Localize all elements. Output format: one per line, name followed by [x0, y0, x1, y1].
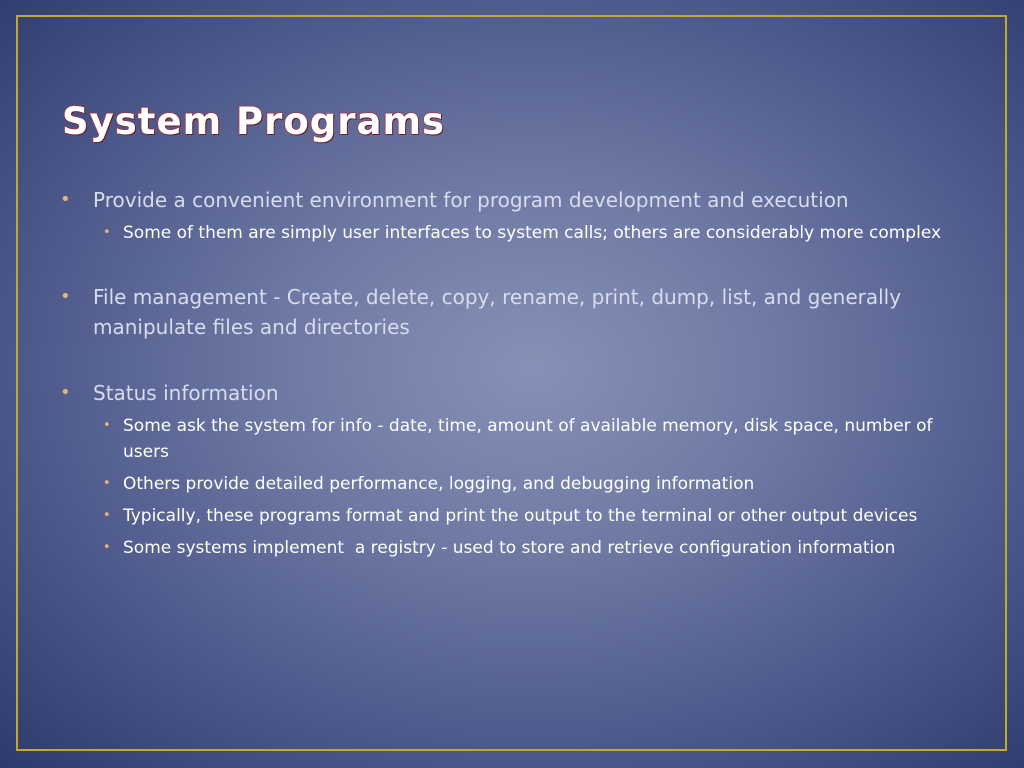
- bullet-dot-icon: •: [103, 476, 111, 491]
- sub-bullet-item: [60, 220, 960, 246]
- bullet-dot-icon: •: [60, 189, 71, 210]
- sub-bullet-text: Some ask the system for info - date, time, amount of available memory, disk space, number of users: [123, 416, 933, 462]
- sub-bullet-text: Some systems implement a registry - used to store and retrieve configuration information: [123, 538, 896, 558]
- bullet-item: [60, 185, 960, 215]
- bullet-text: File management - Create, delete, copy, rename, print, dump, list, and generally manipulate files and directories: [93, 285, 902, 339]
- bullet-item: [60, 282, 960, 342]
- sub-bullet-item: [60, 413, 960, 465]
- sub-bullet-item: [60, 471, 960, 497]
- bullet-dot-icon: •: [103, 418, 111, 433]
- sub-bullet-item: [60, 535, 960, 561]
- bullet-item: [60, 378, 960, 408]
- bullet-dot-icon: •: [103, 508, 111, 523]
- sub-bullet-text: Typically, these programs format and print the output to the terminal or other output devices: [123, 506, 918, 526]
- sub-bullet-item: [60, 503, 960, 529]
- bullet-dot-icon: •: [60, 286, 71, 307]
- bullet-dot-icon: •: [60, 382, 71, 403]
- bullet-dot-icon: •: [103, 225, 111, 240]
- bullet-text: Status information: [93, 381, 279, 405]
- sub-bullet-text: Some of them are simply user interfaces to system calls; others are considerably more complex: [123, 223, 942, 243]
- bullet-dot-icon: •: [103, 540, 111, 555]
- slide-title: System Programs: [62, 100, 446, 143]
- sub-bullet-text: Others provide detailed performance, logging, and debugging information: [123, 474, 755, 494]
- bullet-text: Provide a convenient environment for program development and execution: [93, 188, 849, 212]
- slide-content: [60, 185, 960, 561]
